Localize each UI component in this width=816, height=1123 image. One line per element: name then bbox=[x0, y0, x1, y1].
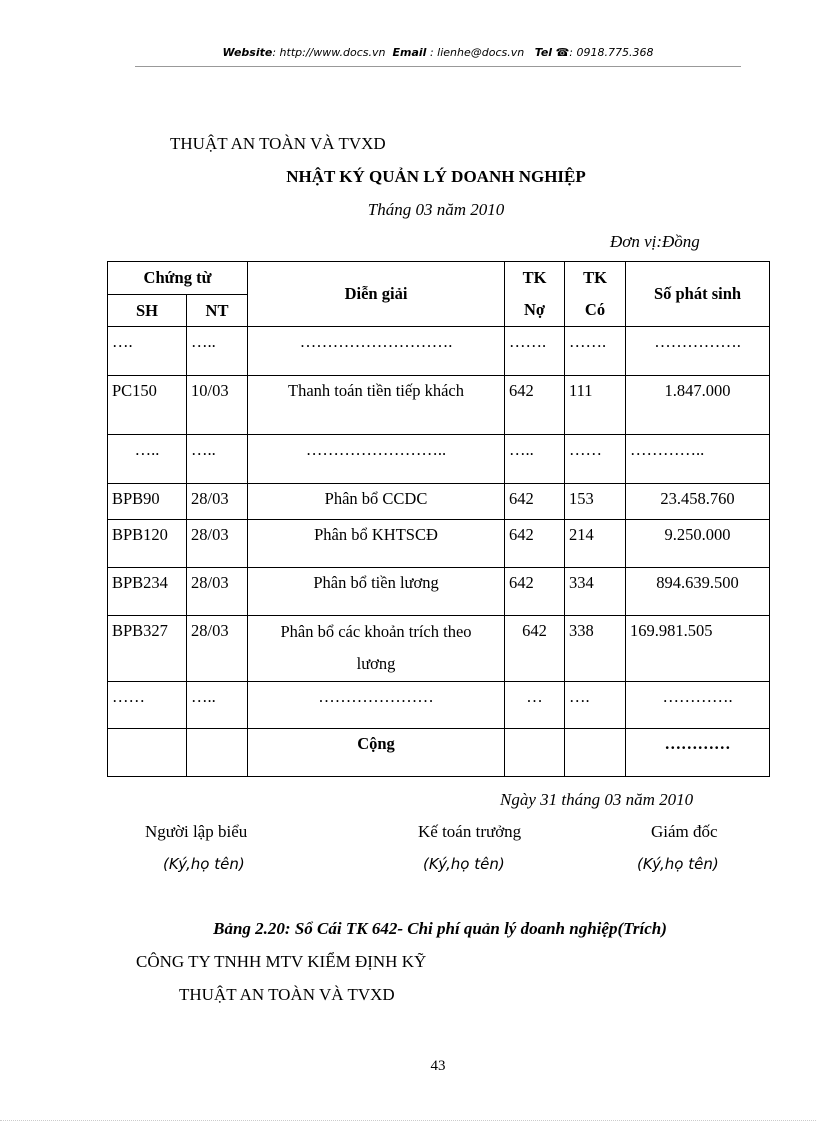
cell-nt: 28/03 bbox=[187, 520, 248, 568]
director-sign-note: (Ký,họ tên) bbox=[637, 855, 719, 873]
cell-desc: Phân bổ tiền lương bbox=[248, 568, 505, 616]
cell-empty bbox=[108, 729, 187, 777]
header-description: Diễn giải bbox=[248, 262, 505, 327]
org-line-top: THUẬT AN TOÀN VÀ TVXD bbox=[170, 134, 386, 153]
journal-table bbox=[107, 261, 770, 777]
preparer-title: Người lập biểu bbox=[145, 822, 248, 841]
cell-no: 642 bbox=[505, 520, 565, 568]
table-row bbox=[108, 682, 770, 729]
cell-co: 153 bbox=[565, 484, 626, 520]
table-row bbox=[108, 376, 770, 435]
website-label: Website bbox=[222, 46, 273, 59]
cell-co: 214 bbox=[565, 520, 626, 568]
cell-desc: Thanh toán tiền tiếp khách bbox=[248, 376, 505, 435]
cell-amount: 1.847.000 bbox=[626, 376, 770, 435]
header-tk-co-top: TK bbox=[583, 268, 607, 287]
table-header-row bbox=[108, 262, 770, 295]
header-tk-no-top: TK bbox=[522, 268, 547, 287]
header-tk-co-bottom: Có bbox=[584, 300, 606, 319]
table-row bbox=[108, 616, 770, 682]
cell-desc: Phân bổ các khoản trích theo lương bbox=[248, 616, 505, 682]
cell-sh: BPB327 bbox=[108, 616, 187, 682]
header-amount: Số phát sinh bbox=[626, 262, 770, 327]
cell-co: …. bbox=[565, 682, 626, 729]
cell-amount: 169.981.505 bbox=[626, 616, 770, 682]
cell-sh: BPB90 bbox=[108, 484, 187, 520]
cell-sh: ….. bbox=[108, 435, 187, 484]
header-divider bbox=[135, 66, 741, 67]
header-tk-no-bottom: Nợ bbox=[523, 300, 546, 319]
phone-icon: ☎ bbox=[555, 46, 570, 59]
total-label: Cộng bbox=[248, 729, 505, 777]
cell-nt: 28/03 bbox=[187, 568, 248, 616]
table-caption: Bảng 2.20: Sổ Cái TK 642- Chi phí quản lý doanh nghiệp(Trích) bbox=[213, 919, 667, 938]
cell-desc: ………………………. bbox=[248, 327, 505, 376]
cell-co: …… bbox=[565, 435, 626, 484]
table-row bbox=[108, 327, 770, 376]
table-row bbox=[108, 435, 770, 484]
email-value: : lienhe@docs.vn bbox=[429, 46, 525, 59]
table-row bbox=[108, 484, 770, 520]
journal-title: NHẬT KÝ QUẢN LÝ DOANH NGHIỆP bbox=[286, 167, 586, 186]
cell-no: ……. bbox=[505, 327, 565, 376]
cell-desc: ………………… bbox=[248, 682, 505, 729]
cell-sh: PC150 bbox=[108, 376, 187, 435]
cell-no: … bbox=[505, 682, 565, 729]
cell-sh: BPB120 bbox=[108, 520, 187, 568]
cell-nt: 10/03 bbox=[187, 376, 248, 435]
director-title: Giám đốc bbox=[651, 822, 718, 841]
header-voucher: Chứng từ bbox=[108, 262, 248, 295]
footer-divider bbox=[0, 1120, 816, 1121]
cell-sh: …… bbox=[108, 682, 187, 729]
header-tk-no bbox=[505, 262, 565, 327]
accountant-title: Kế toán trưởng bbox=[418, 822, 522, 841]
cell-nt: ….. bbox=[187, 327, 248, 376]
cell-amount: 9.250.000 bbox=[626, 520, 770, 568]
cell-empty bbox=[187, 729, 248, 777]
sign-date: Ngày 31 tháng 03 năm 2010 bbox=[500, 790, 694, 809]
cell-desc: Phân bổ CCDC bbox=[248, 484, 505, 520]
cell-amount: 894.639.500 bbox=[626, 568, 770, 616]
cell-amount: 23.458.760 bbox=[626, 484, 770, 520]
table-total-row bbox=[108, 729, 770, 777]
page-number: 43 bbox=[430, 1058, 446, 1074]
cell-nt: 28/03 bbox=[187, 616, 248, 682]
cell-amount: …………. bbox=[626, 682, 770, 729]
tel-label: Tel bbox=[534, 46, 553, 59]
journal-period: Tháng 03 năm 2010 bbox=[367, 200, 505, 219]
total-amount: ………… bbox=[626, 729, 770, 777]
preparer-sign-note: (Ký,họ tên) bbox=[163, 855, 245, 873]
cell-nt: ….. bbox=[187, 682, 248, 729]
cell-no: 642 bbox=[505, 568, 565, 616]
cell-nt: 28/03 bbox=[187, 484, 248, 520]
cell-no: 642 bbox=[505, 616, 565, 682]
company-line-1: CÔNG TY TNHH MTV KIỂM ĐỊNH KỸ bbox=[136, 952, 427, 971]
cell-desc: Phân bổ KHTSCĐ bbox=[248, 520, 505, 568]
cell-co: 334 bbox=[565, 568, 626, 616]
cell-sh: …. bbox=[108, 327, 187, 376]
company-line-2: THUẬT AN TOÀN VÀ TVXD bbox=[179, 985, 395, 1004]
table-row bbox=[108, 520, 770, 568]
cell-no: 642 bbox=[505, 484, 565, 520]
page-header bbox=[135, 46, 741, 59]
cell-sh: BPB234 bbox=[108, 568, 187, 616]
tel-value: : 0918.775.368 bbox=[569, 46, 654, 59]
header-sh: SH bbox=[108, 295, 187, 327]
table-row bbox=[108, 568, 770, 616]
accountant-sign-note: (Ký,họ tên) bbox=[423, 855, 505, 873]
cell-co: 111 bbox=[565, 376, 626, 435]
cell-no: ….. bbox=[505, 435, 565, 484]
website-value: : http://www.docs.vn bbox=[272, 46, 386, 59]
cell-nt: ….. bbox=[187, 435, 248, 484]
currency-unit: Đơn vị:Đồng bbox=[610, 232, 700, 251]
email-label: Email bbox=[392, 46, 427, 59]
cell-empty bbox=[505, 729, 565, 777]
header-tk-co bbox=[565, 262, 626, 327]
cell-no: 642 bbox=[505, 376, 565, 435]
cell-amount: ……………. bbox=[626, 327, 770, 376]
cell-desc: …………………….. bbox=[248, 435, 505, 484]
cell-empty bbox=[565, 729, 626, 777]
cell-co: ……. bbox=[565, 327, 626, 376]
header-nt: NT bbox=[187, 295, 248, 327]
cell-co: 338 bbox=[565, 616, 626, 682]
cell-amount: ………….. bbox=[626, 435, 770, 484]
